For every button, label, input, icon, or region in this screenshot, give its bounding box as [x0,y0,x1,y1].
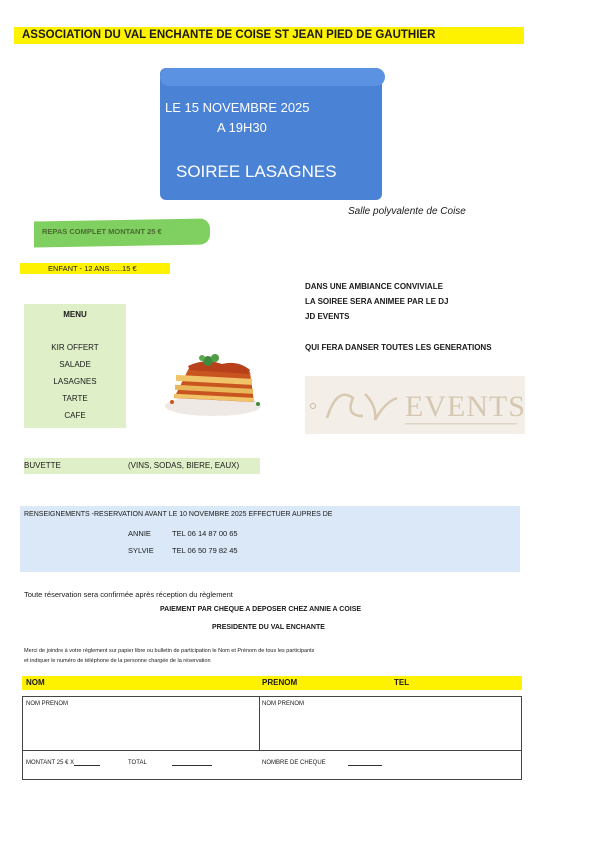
nom-prenom-field-left[interactable]: NOM PRENOM [26,701,68,707]
cheque-label: NOMBRE DE CHEQUE [262,760,326,766]
cheque-blank[interactable] [348,765,382,766]
reservation-note: Toute réservation sera confirmée après réception du règlement [24,590,233,599]
menu-item: CAFE [64,411,86,420]
ambiance-line: DANS UNE AMBIANCE CONVIVIALE [305,282,443,291]
menu-item: SALADE [59,360,91,369]
ambiance-line: JD EVENTS [305,312,350,321]
logo-wordmark: EVENTS [405,390,525,423]
president-line: PRESIDENTE DU VAL ENCHANTE [212,624,325,631]
contact-phone: TEL 06 14 87 00 65 [172,529,238,538]
jd-events-logo [305,376,525,434]
payment-instructions: PAIEMENT PAR CHEQUE A DEPOSER CHEZ ANNIE A COISE [160,606,362,613]
nom-prenom-field-right[interactable]: NOM PRENOM [262,701,304,707]
cheque-field[interactable] [348,760,382,766]
lasagna-image [160,344,266,420]
event-venue: Salle polyvalente de Coise [348,206,466,217]
montant-blank[interactable] [74,765,100,766]
contact-phone: TEL 06 50 79 82 45 [172,546,238,555]
merci-line: et indiquer le numéro de téléphone de la personne chargée de la réservation [24,658,211,664]
buvette-items: (VINS, SODAS, BIERE, EAUX) [128,461,240,470]
form-divider [22,750,522,751]
menu-title: MENU [63,310,87,319]
event-time: A 19H30 [217,120,267,135]
ambiance-line: LA SOIREE SERA ANIMEE PAR LE DJ [305,297,449,306]
form-divider [259,696,260,750]
menu-item: LASAGNES [53,377,97,386]
total-label: TOTAL [128,760,147,766]
logo-graphic [305,376,525,434]
merci-line: Merci de joindre à votre règlement sur papier libre ou bulletin de participation le Nom et Prénom de tous les participants [24,648,315,654]
form-col-prenom: PRENOM [262,678,298,687]
menu-item: TARTE [62,394,88,403]
menu-item: KIR OFFERT [51,343,99,352]
participant-form[interactable] [22,696,522,780]
form-col-nom: NOM [26,678,45,687]
event-date: LE 15 NOVEMBRE 2025 [165,100,310,115]
form-col-tel: TEL [394,678,410,687]
ambiance-text [305,279,448,324]
total-blank[interactable] [172,765,212,766]
dance-text: QUI FERA DANSER TOUTES LES GENERATIONS [305,343,492,352]
child-price: ENFANT - 12 ANS......15 € [48,264,137,273]
merci-note [24,646,314,666]
event-banner-roll [160,68,385,86]
contact-name: ANNIE [128,529,151,538]
montant-label: MONTANT 25 € X [26,760,75,766]
info-heading: RENSEIGNEMENTS -RESERVATION AVANT LE 10 NOVEMBRE 2025 EFFECTUER AUPRES DE [24,511,333,518]
full-meal-price: REPAS COMPLET MONTANT 25 € [42,227,162,236]
buvette-label: BUVETTE [24,461,61,470]
contact-name: SYLVIE [128,546,154,555]
total-field[interactable] [172,760,212,766]
montant-field[interactable] [26,760,100,766]
association-title: ASSOCIATION DU VAL ENCHANTE DE COISE ST JEAN PIED DE GAUTHIER [22,29,436,41]
event-name: SOIREE LASAGNES [176,162,337,181]
